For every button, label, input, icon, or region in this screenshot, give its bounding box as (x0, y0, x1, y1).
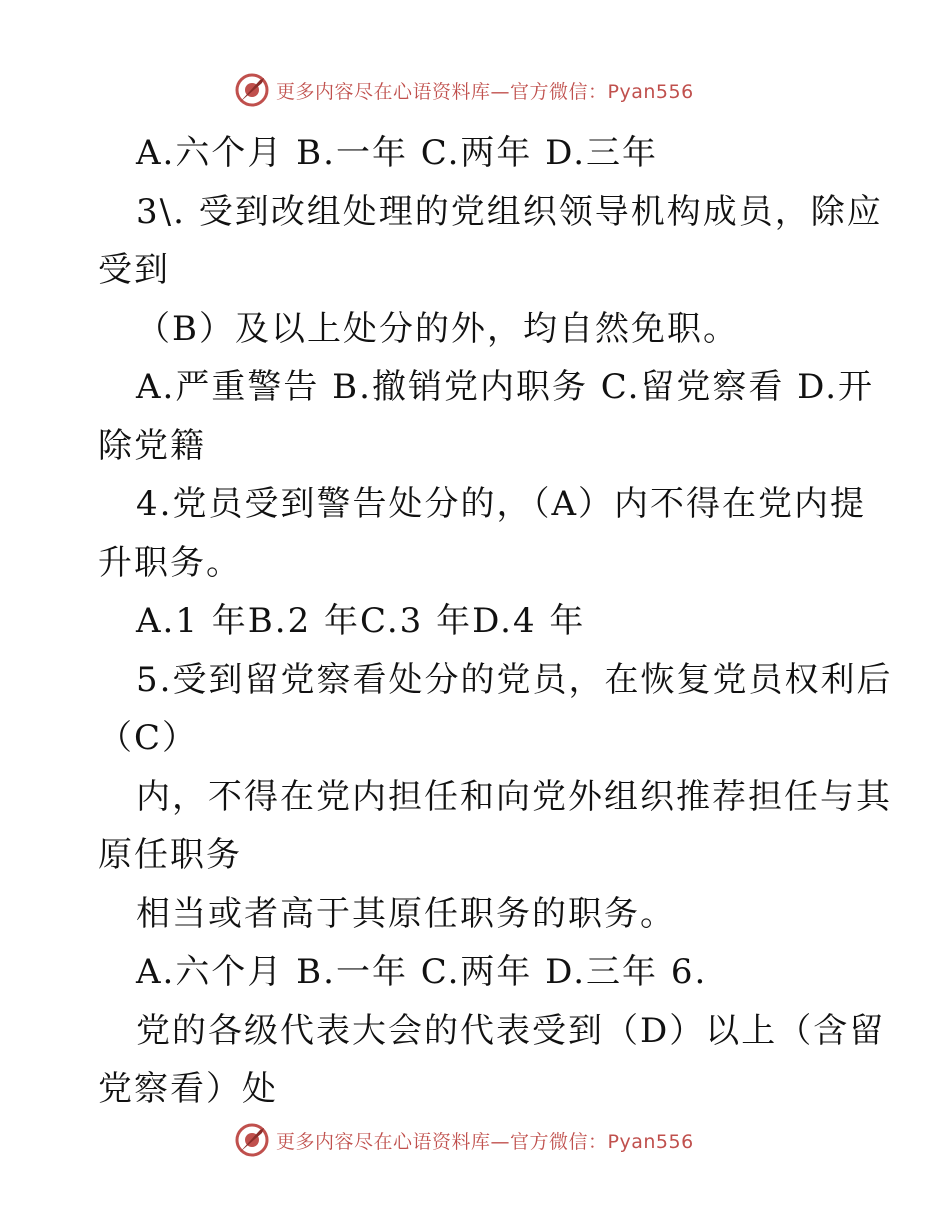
text-line: 5.受到留党察看处分的党员，在恢复党员权利后 (136, 659, 893, 700)
text-line: 除党籍 (98, 425, 206, 466)
text-line: 党察看）处 (98, 1069, 278, 1109)
text-line: （C） (98, 718, 199, 758)
text-line: 受到 (98, 250, 170, 290)
text-line: A.六个月 B.一年 C.两年 D.三年 6. (136, 952, 708, 992)
text-line: 4.党员受到警告处分的，（A）内不得在党内提 (136, 484, 866, 524)
text-line: 党的各级代表大会的代表受到（D）以上（含留 (136, 1010, 886, 1051)
text-line: 升职务。 (98, 542, 242, 583)
text-line: 相当或者高于其原任职务的职务。 (136, 893, 676, 934)
text-line: 内，不得在党内担任和向党外组织推荐担任与其 (136, 776, 892, 817)
watermark-text: 更多内容尽在心语资料库—官方微信：Pyan556 (276, 1130, 694, 1153)
header-watermark (234, 70, 694, 110)
quill-pen-seal-icon (234, 1122, 270, 1158)
text-line: （B）及以上处分的外，均自然免职。 (136, 308, 739, 349)
document-body (98, 124, 893, 1119)
watermark-text: 更多内容尽在心语资料库—官方微信：Pyan556 (276, 80, 694, 103)
text-line: 3\. 受到改组处理的党组织领导机构成员，除应 (136, 191, 883, 232)
text-line: A.六个月 B.一年 C.两年 D.三年 (136, 133, 659, 173)
footer-watermark (234, 1120, 694, 1160)
quill-pen-seal-icon (234, 72, 270, 108)
text-line: A.严重警告 B.撤销党内职务 C.留党察看 D.开 (136, 367, 875, 407)
text-line: A.1 年B.2 年C.3 年D.4 年 (136, 601, 586, 641)
text-line: 原任职务 (98, 835, 242, 875)
